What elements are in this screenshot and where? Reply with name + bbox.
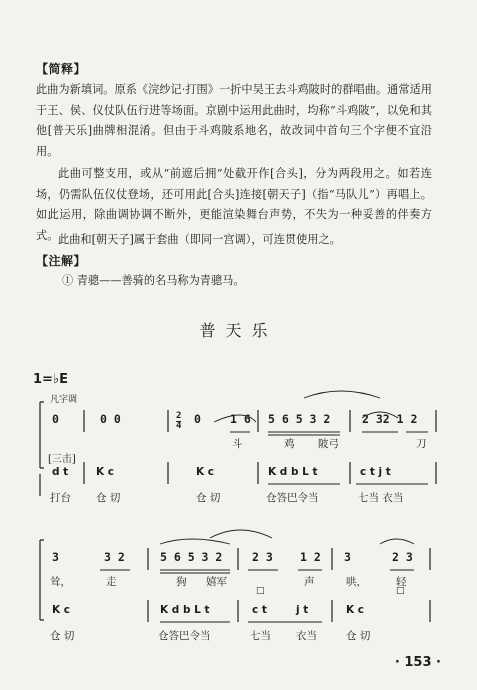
lyric-mark: □ [396, 586, 405, 596]
time-sig-top: 2 [176, 411, 182, 421]
lyric-cell: 耸， [50, 576, 71, 588]
perc-word-cell: 打台 [50, 492, 71, 504]
perc-cell: j t [296, 604, 309, 616]
perc-word-cell: 仓 切 [346, 630, 371, 642]
paragraph-2: 此曲可整支用，或从“前遮后拥”处截开作[合头]，分为两段用之。如若连场，仍需队伍仪仗登场，还可用此[合头]连接[朝天子]（指“马队儿”）再唱上。如此运用，除曲调协调不断外，更能渲染舞台声势，不失为一种妥善的伴奏方式。 [36, 167, 432, 242]
perc-cell: K c [96, 466, 115, 478]
paragraph-1: 此曲为新填词。原系《浣纱记·打围》一折中吴王去斗鸡陂时的群唱曲。通常适用于王、侯、仪仗队伍行进等场面。京剧中运用此曲时，均称“斗鸡陂”，以免和其他[普天乐]曲牌相混淆。但由于斗鸡陂系地名，故改词中首句三个字便不宜沿用。 [36, 83, 432, 158]
note-cell: 3 [344, 550, 351, 564]
perc-word-cell: 仓 切 [196, 492, 221, 504]
note-cell: 0 [194, 412, 201, 426]
lyric-cell: 狗 [176, 576, 187, 588]
percussion-label: [三击] [48, 454, 76, 465]
perc-cell: K d b L t [268, 466, 318, 478]
perc-word-cell: 七当 [250, 630, 271, 642]
page-number: · 153 · [394, 655, 441, 670]
lyric-cell: 嬉军 [206, 576, 227, 588]
perc-word-cell: 衣当 [296, 630, 317, 642]
score-title: 普天乐 [199, 321, 278, 340]
perc-word-cell: 仓 切 [50, 630, 75, 642]
note-cell: 0 0 [100, 412, 121, 426]
system1-notes-row [0, 412, 477, 432]
note-cell: 1 6 [230, 412, 251, 426]
annotation-item: ① 青骢——善骑的名马称为青骢马。 [62, 274, 245, 287]
perc-cell: K c [52, 604, 71, 616]
lyric-cell: 刀 [416, 438, 427, 450]
key-signature: 1=♭E [33, 372, 68, 387]
perc-word-cell: 仓答巴令当 [158, 630, 211, 642]
system2-notes-row [0, 550, 477, 570]
note-cell: 2 3 [392, 550, 413, 564]
note-cell: 2 3 [252, 550, 273, 564]
note-cell: 5 6 5 3 2 [268, 412, 331, 426]
lyric-cell: 斗 [232, 438, 243, 450]
perc-cell: K d b L t [160, 604, 210, 616]
lyric-cell: 声 [304, 576, 315, 588]
note-cell: 1 2 [300, 550, 321, 564]
lyric-mark: □ [256, 586, 265, 596]
lyric-cell: 哄， [346, 576, 367, 588]
time-sig-bottom: 4 [176, 421, 182, 431]
note-cell: 2 32 1 2 [362, 412, 418, 426]
lyric-cell: 鸡 [284, 438, 295, 450]
perc-word-cell: 仓答巴令当 [266, 492, 319, 504]
note-cell: 5 6 5 3 2 [160, 550, 223, 564]
paragraph-3: 此曲和[朝天子]属于套曲（即同一宫调），可连贯使用之。 [58, 233, 341, 246]
note-cell: 3 2 [104, 550, 125, 564]
perc-cell: c t [252, 604, 267, 616]
perc-word-cell: 七当 衣当 [358, 492, 404, 504]
lyric-cell: 陂弓 [318, 438, 339, 450]
perc-cell: K c [346, 604, 365, 616]
perc-cell: c t j t [360, 466, 391, 478]
perc-word-cell: 仓 切 [96, 492, 121, 504]
time-signature [176, 412, 181, 431]
lyric-cell: 轻 [396, 576, 407, 588]
brief-heading: 【简释】 [36, 62, 87, 76]
perc-cell: d t [52, 466, 69, 478]
note-cell: 3 [52, 550, 59, 564]
note-cell: 0 [52, 412, 59, 426]
voice-tune-label: 凡字调 [50, 395, 78, 405]
perc-cell: K c [196, 466, 215, 478]
lyric-cell: 走 [106, 576, 117, 588]
annotation-heading: 【注解】 [36, 254, 87, 268]
